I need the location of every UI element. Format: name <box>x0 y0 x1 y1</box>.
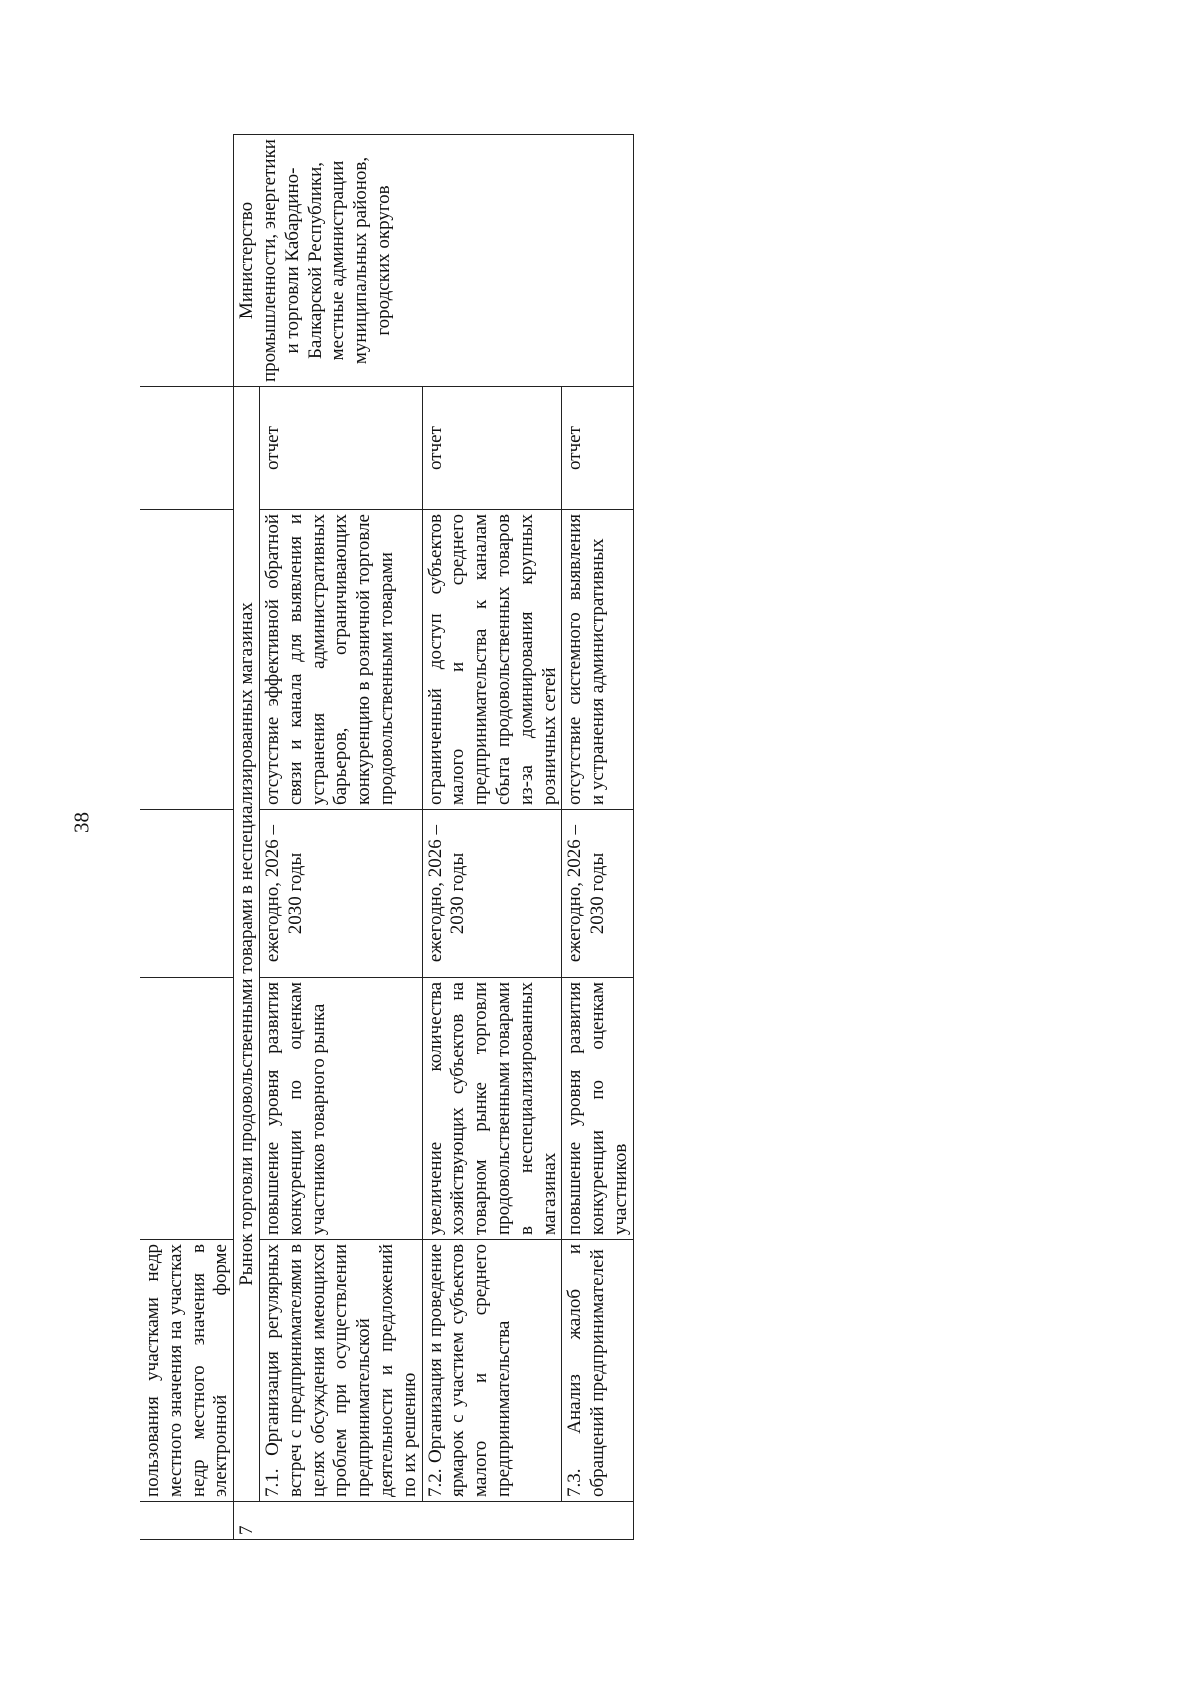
measure-cell: 7.3. Анализ жалоб и обращений предпринимателей <box>562 1240 633 1502</box>
document-cell: отчет <box>422 387 562 510</box>
result-cell: увеличение количества хозяйствующих субъектов на товарном рынке торговли продовольственными товарами в неспециализированных магазинах <box>422 978 562 1240</box>
section-row <box>234 135 260 1540</box>
period-cell: ежегодно, 2026 – 2030 годы <box>422 810 562 978</box>
section-number: 7 <box>234 1502 634 1540</box>
rotated-table-container <box>140 135 1020 1540</box>
problem-cell: отсутствие эффективной обратной связи и канала для выявления и устранения административных барьеров, ограничивающих конкуренцию в розничной торговле продовольственными товарами <box>259 510 422 810</box>
document-cell: отчет <box>562 387 633 510</box>
continuation-measure: пользования участками недр местного значения на участках недр местного значения в электронной форме <box>140 1240 234 1502</box>
result-cell: повышение уровня развития конкуренции по оценкам участников товарного рынка <box>259 978 422 1240</box>
section-title: Рынок торговли продовольственными товарами в неспециализированных магазинах <box>234 387 260 1502</box>
measure-cell: 7.1. Организация регулярных встреч с предпринимателями в целях обсуждения имеющихся проблем при осуществлении предпринимательской деятельности и предложений по их решению <box>259 1240 422 1502</box>
period-cell: ежегодно, 2026 – 2030 годы <box>562 810 633 978</box>
document-cell: отчет <box>259 387 422 510</box>
result-cell: повышение уровня развития конкуренции по оценкам участников <box>562 978 633 1240</box>
responsible-executor: Министерство промышленности, энергетики и торговли Кабардино-Балкарской Республики, местные администрации муниципальных районов, городских округов <box>234 135 634 387</box>
problem-cell: отсутствие системного выявления и устранения административных <box>562 510 633 810</box>
problem-cell: ограниченный доступ субъектов малого и среднего предпринимательства к каналам сбыта продовольственных товаров из-за доминирования крупных розничных сетей <box>422 510 562 810</box>
measures-table <box>140 134 634 1540</box>
measure-cell: 7.2. Организация и проведение ярмарок с участием субъектов малого и среднего предпринимательства <box>422 1240 562 1502</box>
period-cell: ежегодно, 2026 – 2030 годы <box>259 810 422 978</box>
continuation-row <box>140 135 234 1540</box>
page-number: 38 <box>69 812 94 833</box>
